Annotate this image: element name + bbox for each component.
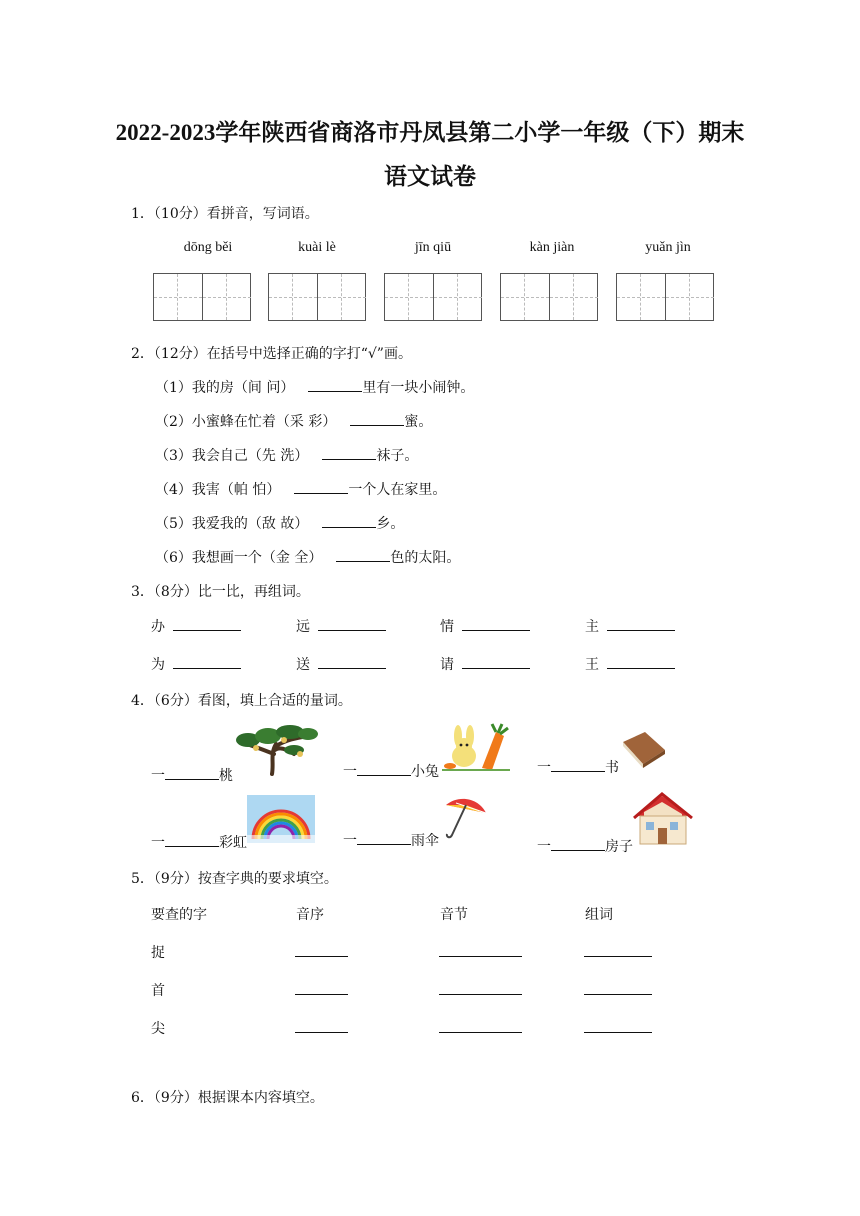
rabbit-carrot-image [442,722,510,772]
q3-pair: 主 [585,616,675,636]
house-image [632,792,694,848]
answer-blank[interactable] [295,956,348,957]
answer-blank[interactable] [318,616,386,631]
q3-pair: 为 [151,654,241,674]
answer-blank[interactable] [357,761,411,776]
q1-heading: 1．（10分）看拼音，写词语。 [131,206,319,222]
exam-title-line1: 2022-2023学年陕西省商洛市丹凤县第二小学一年级（下）期末 [115,120,745,145]
answer-blank[interactable] [551,757,605,772]
answer-blank[interactable] [350,411,404,426]
umbrella-image [442,795,490,841]
q5-heading: 5．（9分）按查字典的要求填空。 [131,871,338,887]
answer-blank[interactable] [165,832,219,847]
answer-blank[interactable] [357,830,411,845]
q3-heading: 3．（8分）比一比，再组词。 [131,584,310,600]
q1-pinyin: kàn jiàn [529,240,575,255]
answer-blank[interactable] [584,956,652,957]
answer-blank[interactable] [584,1032,652,1033]
q4-heading: 4．（6分）看图，填上合适的量词。 [131,693,352,709]
q5-column-header: 要查的字 [151,907,207,923]
answer-blank[interactable] [173,616,241,631]
answer-blank[interactable] [336,547,390,562]
q2-item: （5）我爱我的（敌 故） 乡。 [155,513,404,533]
q1-pinyin: kuài lè [298,240,336,255]
answer-blank[interactable] [439,1032,522,1033]
q1-pinyin: jīn qiū [414,240,452,255]
answer-blank[interactable] [607,616,675,631]
answer-blank[interactable] [318,654,386,669]
writing-grid[interactable] [500,273,598,321]
rainbow-image [247,795,315,843]
q4-item: 一 书 [537,757,619,777]
answer-blank[interactable] [322,445,376,460]
q3-pair: 送 [296,654,386,674]
q2-heading: 2．（12分）在括号中选择正确的字打“√”画。 [131,346,412,362]
q5-char: 捉 [151,945,165,961]
q2-item: （2）小蜜蜂在忙着（采 彩） 蜜。 [155,411,432,431]
q4-item: 一 房子 [537,836,633,856]
answer-blank[interactable] [607,654,675,669]
answer-blank[interactable] [294,479,348,494]
answer-blank[interactable] [462,654,530,669]
q5-column-header: 音节 [440,907,468,923]
writing-grid[interactable] [384,273,482,321]
q3-pair: 办 [151,616,241,636]
q5-char: 首 [151,983,165,999]
answer-blank[interactable] [439,994,522,995]
q2-item: （1）我的房（间 问） 里有一块小闹钟。 [155,377,474,397]
answer-blank[interactable] [308,377,362,392]
answer-blank[interactable] [173,654,241,669]
answer-blank[interactable] [439,956,522,957]
answer-blank[interactable] [462,616,530,631]
writing-grid[interactable] [616,273,714,321]
q2-item: （3）我会自己（先 洗） 袜子。 [155,445,418,465]
q4-item: 一 桃 [151,765,233,785]
answer-blank[interactable] [295,994,348,995]
q5-char: 尖 [151,1021,165,1037]
q2-item: （6）我想画一个（金 全） 色的太阳。 [155,547,460,567]
q6-heading: 6．（9分）根据课本内容填空。 [131,1090,324,1106]
peach-tree-image [234,724,318,776]
q3-pair: 远 [296,616,386,636]
writing-grid[interactable] [153,273,251,321]
answer-blank[interactable] [295,1032,348,1033]
q3-pair: 王 [585,654,675,674]
q4-item: 一 彩虹 [151,832,247,852]
q4-item: 一 小兔 [343,761,439,781]
answer-blank[interactable] [322,513,376,528]
q3-pair: 情 [440,616,530,636]
writing-grid[interactable] [268,273,366,321]
answer-blank[interactable] [551,836,605,851]
answer-blank[interactable] [584,994,652,995]
q4-item: 一 雨伞 [343,830,439,850]
q5-column-header: 音序 [296,907,324,923]
answer-blank[interactable] [165,765,219,780]
q2-item: （4）我害（帕 怕） 一个人在家里。 [155,479,446,499]
q3-pair: 请 [440,654,530,674]
q1-pinyin: yuǎn jìn [645,240,691,255]
q5-column-header: 组词 [585,907,613,923]
exam-title-line2: 语文试卷 [384,164,476,189]
q1-pinyin: dōng běi [183,240,233,255]
book-image [619,728,667,770]
